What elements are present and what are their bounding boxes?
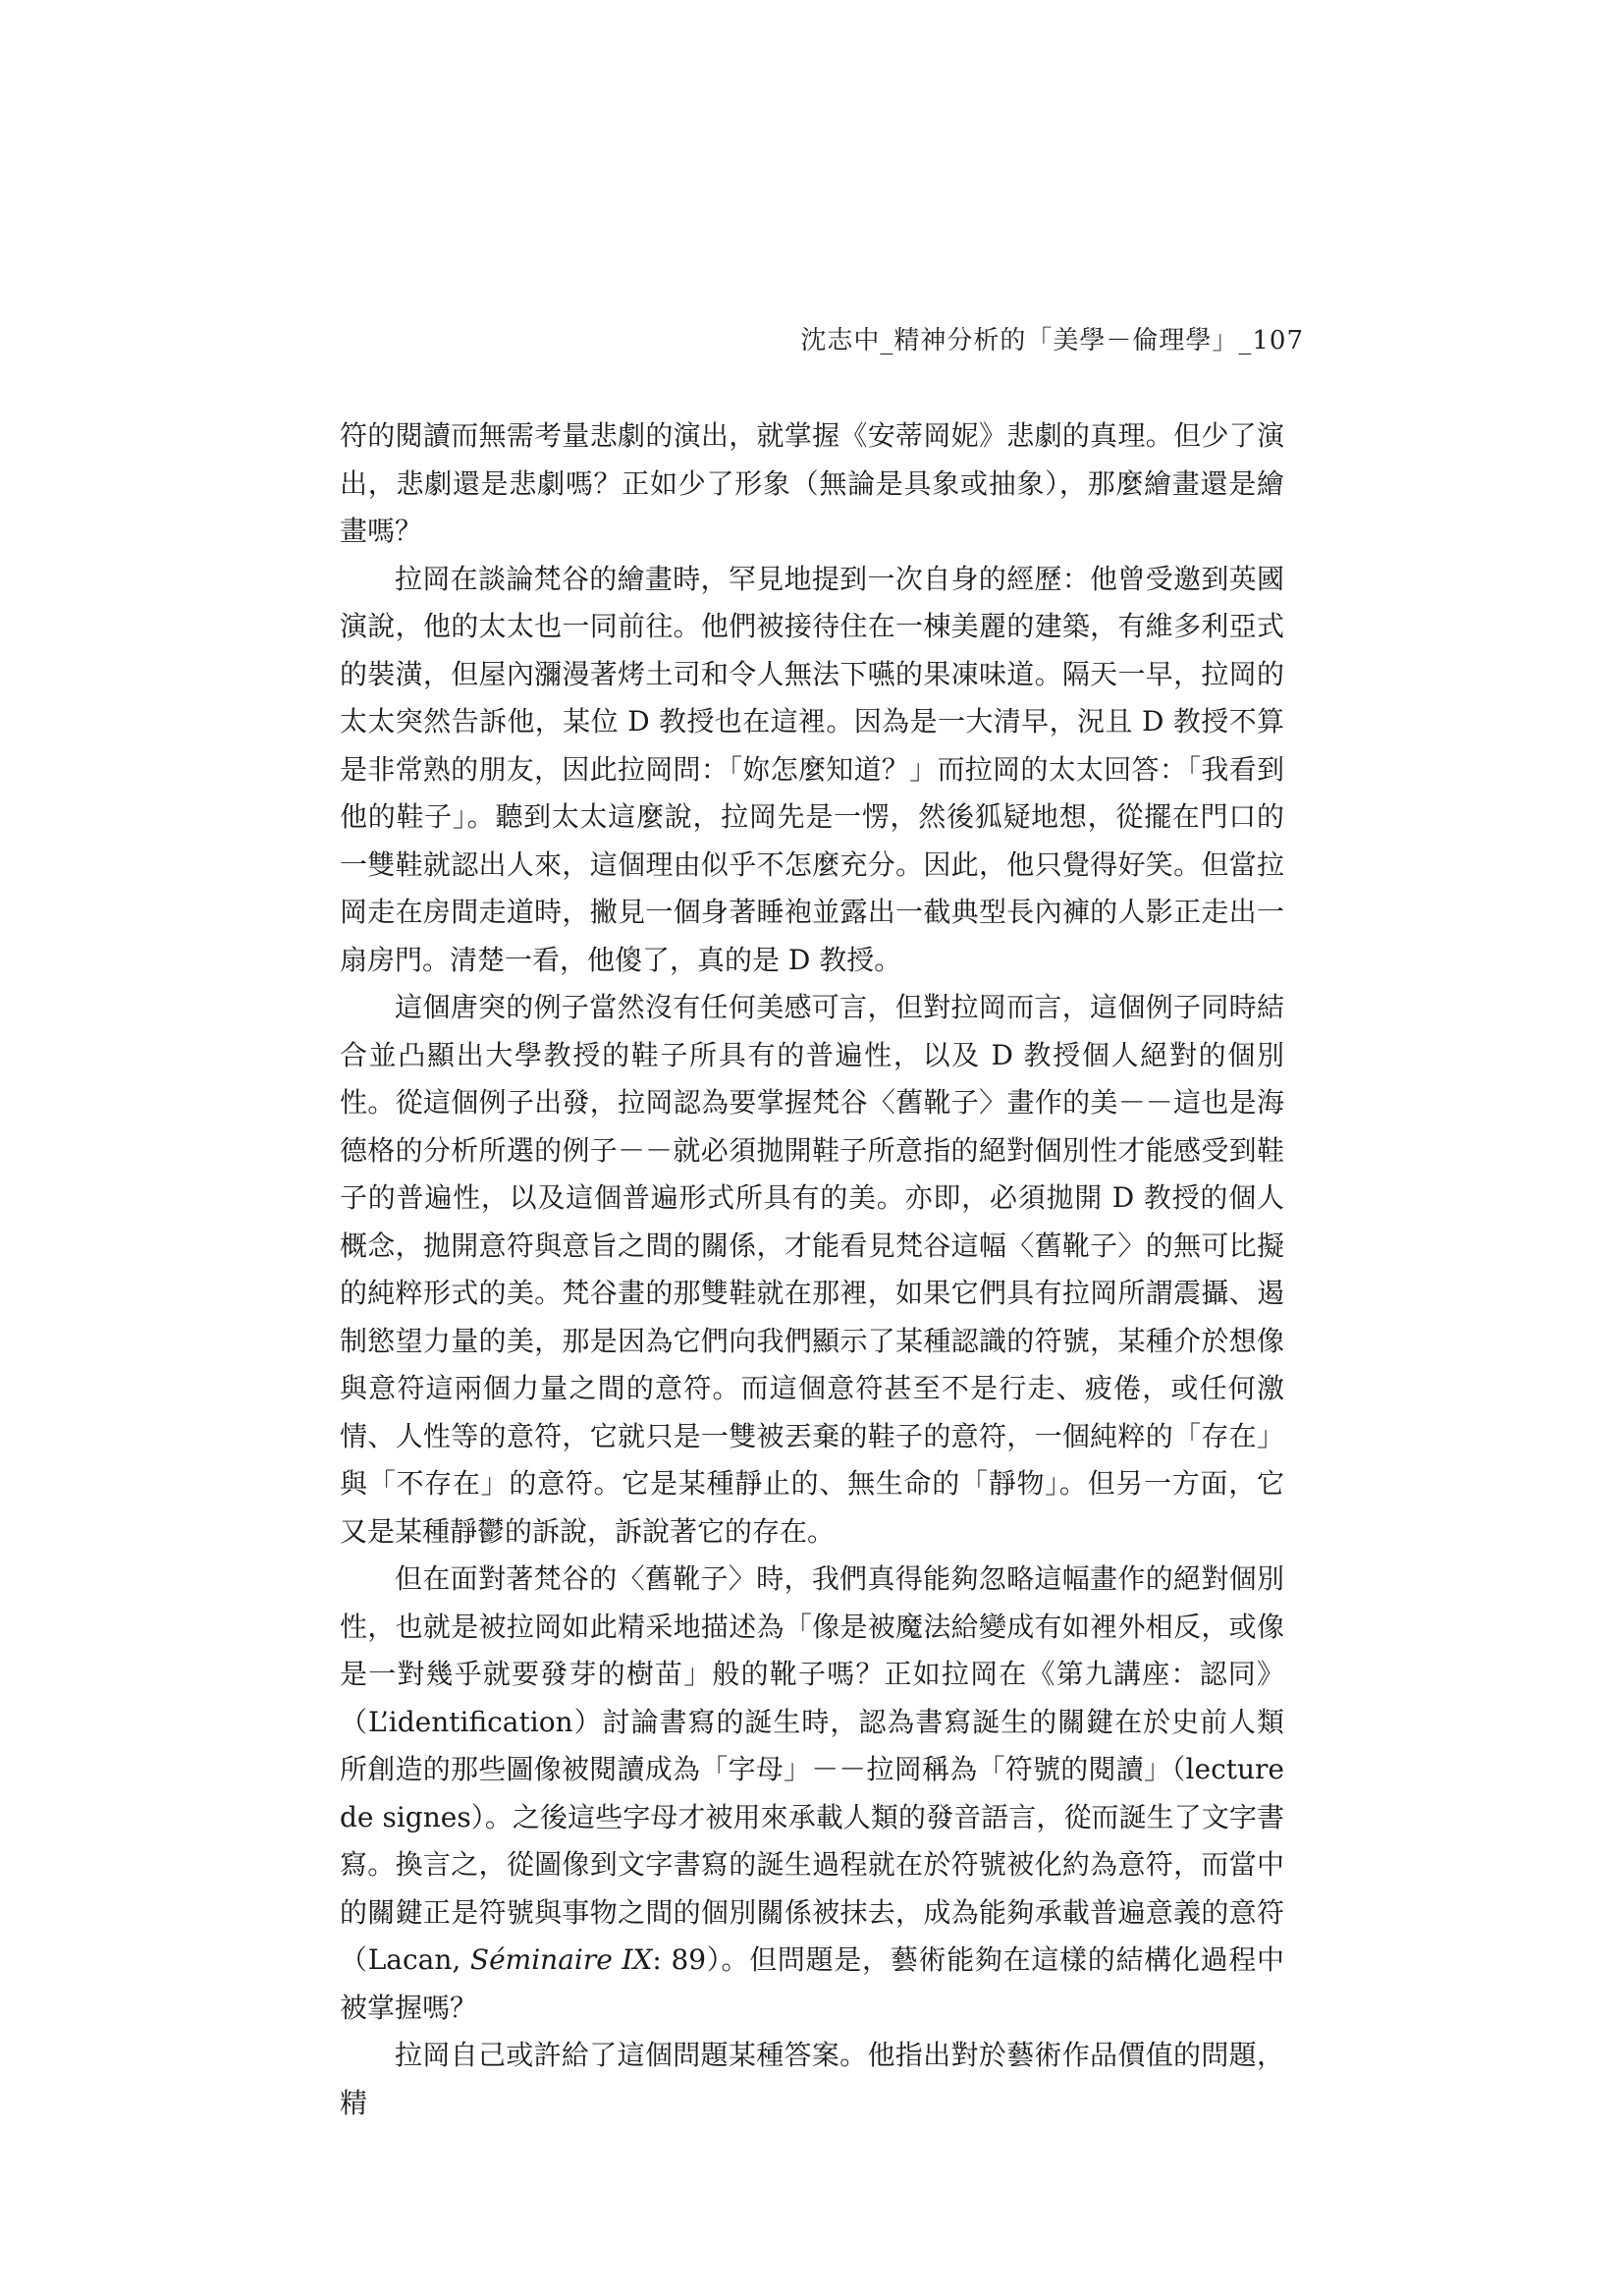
paragraph-5: 拉岡自己或許給了這個問題某種答案。他指出對於藝術作品價值的問題，精 <box>340 2039 1284 2119</box>
paragraph-1: 符的閱讀而無需考量悲劇的演出，就掌握《安蒂岡妮》悲劇的真理。但少了演出，悲劇還是悲劇嗎？正如少了形象（無論是具象或抽象），那麼繪畫還是繪畫嗎？ <box>340 419 1284 547</box>
paragraph-2: 拉岡在談論梵谷的繪畫時，罕見地提到一次自身的經歷：他曾受邀到英國演說，他的太太也一同前往。他們被接待住在一棟美麗的建築，有維多利亞式的裝潢，但屋內瀰漫著烤土司和令人無法下嚥的果凍味道。隔天一早，拉岡的太太突然告訴他，某位 D 教授也在這裡。因為是一大清早，況且 D 教授不算是非常熟的朋友，因此拉岡問：「妳怎麼知道？」而拉岡的太太回答：「我看到他的鞋子」。聽到太太這麼說，拉岡先是一愣，然後狐疑地想，從擺在門口的一雙鞋就認出人來，這個理由似乎不怎麼充分。因此，他只覺得好笑。但當拉岡走在房間走道時，撇見一個身著睡袍並露出一截典型長內褲的人影正走出一扇房門。清楚一看，他傻了，真的是 D 教授。 <box>340 562 1284 976</box>
paragraph-4 <box>340 1556 1284 2032</box>
seminaire-title: Séminaire IX <box>469 1943 653 1976</box>
paragraph-4-text-b: : 89）。但問題是，藝術能夠在這樣的結構化過程中被掌握嗎？ <box>340 1943 1284 2024</box>
running-header: 沈志中_精神分析的「美學－倫理學」_107 <box>800 326 1304 355</box>
paragraph-4-text-a: 但在面對著梵谷的〈舊靴子〉時，我們真得能夠忽略這幅畫作的絕對個別性，也就是被拉岡如此精采地描述為「像是被魔法給變成有如裡外相反，或像是一對幾乎就要發芽的樹苗」般的靴子嗎？正如拉岡在《第九講座：認同》（L’identification）討論書寫的誕生時，認為書寫誕生的關鍵在於史前人類所創造的那些圖像被閱讀成為「字母」－－拉岡稱為「符號的閱讀」（lecture de signes）。之後這些字母才被用來承載人類的發音語言，從而誕生了文字書寫。換言之，從圖像到文字書寫的誕生過程就在於符號被化約為意符，而當中的關鍵正是符號與事物之間的個別關係被抹去，成為能夠承載普遍意義的意符（Lacan, <box>340 1562 1284 1976</box>
paragraph-3: 這個唐突的例子當然沒有任何美感可言，但對拉岡而言，這個例子同時結合並凸顯出大學教授的鞋子所具有的普遍性，以及 D 教授個人絕對的個別性。從這個例子出發，拉岡認為要掌握梵谷〈舊靴子〉畫作的美－－這也是海德格的分析所選的例子－－就必須拋開鞋子所意指的絕對個別性才能感受到鞋子的普遍性，以及這個普遍形式所具有的美。亦即，必須拋開 D 教授的個人概念，拋開意符與意旨之間的關係，才能看見梵谷這幅〈舊靴子〉的無可比擬的純粹形式的美。梵谷畫的那雙鞋就在那裡，如果它們具有拉岡所謂震攝、遏制慾望力量的美，那是因為它們向我們顯示了某種認識的符號，某種介於想像與意符這兩個力量之間的意符。而這個意符甚至不是行走、疲倦，或任何激情、人性等的意符，它就只是一雙被丟棄的鞋子的意符，一個純粹的「存在」與「不存在」的意符。它是某種靜止的、無生命的「靜物」。但另一方面，它又是某種靜鬱的訴說，訴說著它的存在。 <box>340 991 1284 1548</box>
body-text <box>340 412 1284 2127</box>
